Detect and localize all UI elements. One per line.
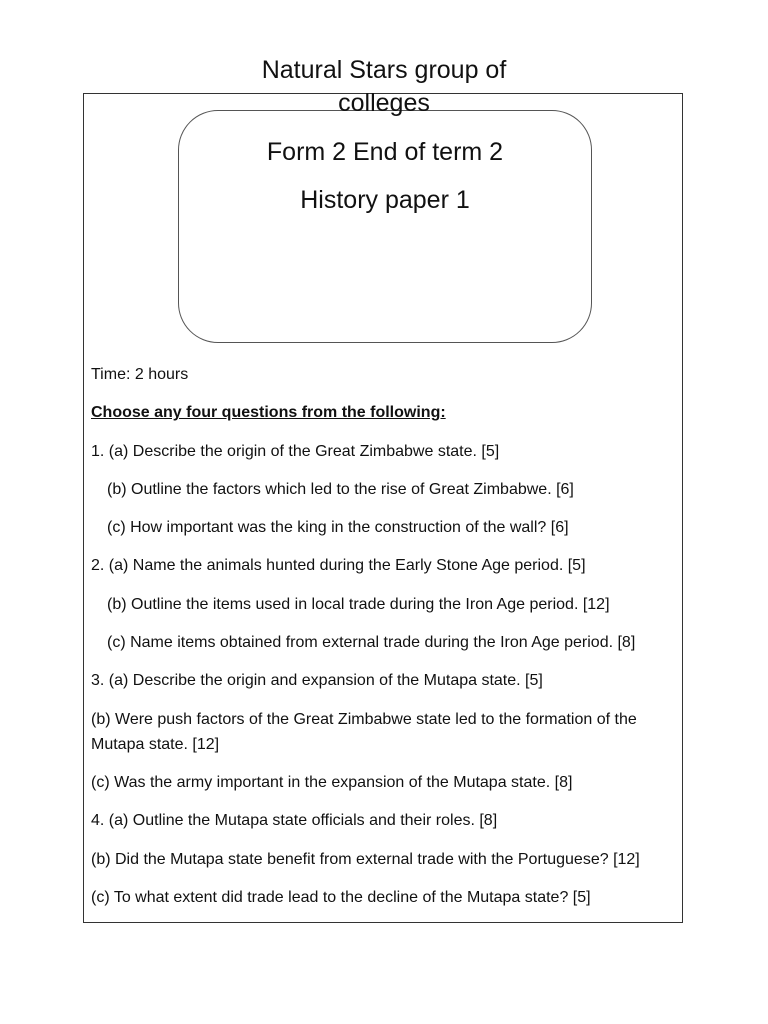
- question-4a: 4. (a) Outline the Mutapa state officials and their roles. [8]: [91, 812, 498, 830]
- exam-content: [91, 362, 676, 923]
- question-1a: 1. (a) Describe the origin of the Great Zimbabwe state. [5]: [91, 442, 500, 460]
- question-2c: (c) Name items obtained from external trade during the Iron Age period. [8]: [107, 634, 636, 652]
- question-3c: (c) Was the army important in the expansion of the Mutapa state. [8]: [91, 773, 573, 791]
- question-2a: 2. (a) Name the animals hunted during the Early Stone Age period. [5]: [91, 557, 586, 575]
- question-1b: (b) Outline the factors which led to the rise of Great Zimbabwe. [6]: [107, 480, 574, 498]
- question-4c: (c) To what extent did trade lead to the decline of the Mutapa state? [5]: [91, 888, 591, 906]
- school-name-title: Natural Stars group of colleges: [261, 56, 507, 117]
- exam-time: Time: 2 hours: [91, 366, 189, 383]
- subject-paper-title: History paper 1: [300, 186, 470, 214]
- question-4b: (b) Did the Mutapa state benefit from external trade with the Portuguese? [12]: [91, 850, 640, 868]
- exam-paper-frame: [83, 93, 683, 923]
- paper-title-box: [178, 110, 592, 343]
- question-2b: (b) Outline the items used in local trade during the Iron Age period. [12]: [107, 595, 610, 613]
- question-3b: (b) Were push factors of the Great Zimbabwe state led to the formation of the Mutapa state. [12]: [91, 710, 637, 753]
- exam-instruction: Choose any four questions from the following:: [91, 404, 446, 422]
- question-1c: (c) How important was the king in the construction of the wall? [6]: [107, 519, 569, 537]
- question-3a: 3. (a) Describe the origin and expansion of the Mutapa state. [5]: [91, 672, 543, 690]
- form-term-title: Form 2 End of term 2: [266, 138, 504, 166]
